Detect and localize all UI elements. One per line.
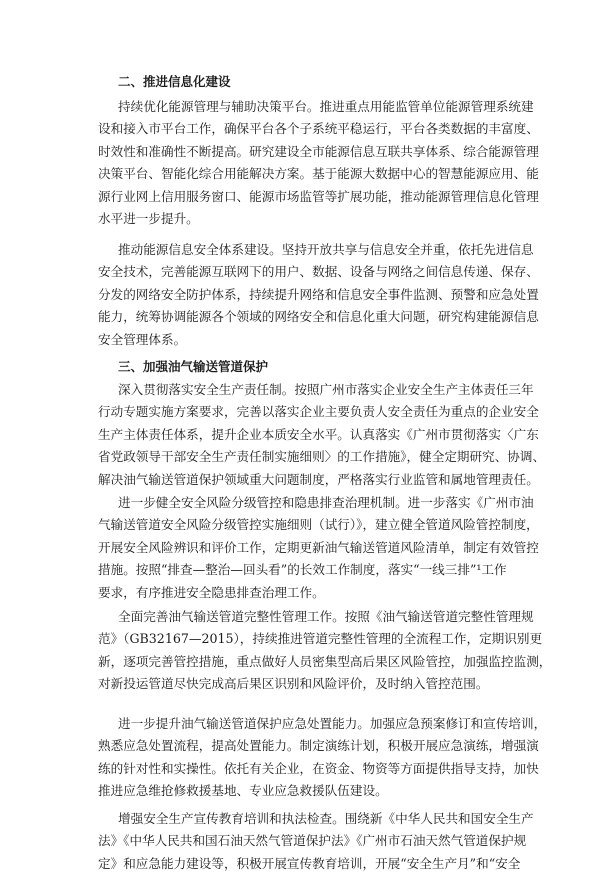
text-line: 分发的网络安全防护体系，持续提升网络和信息安全事件监测、预警和应急处置 xyxy=(98,286,539,302)
text-line: 练的针对性和实操性。依托有关企业，在资金、物资等方面提供指导支持，加快 xyxy=(98,760,539,776)
paragraph-integrity-management xyxy=(98,606,552,696)
paragraph-risk-control xyxy=(98,492,539,604)
text-line: 持续优化能源管理与辅助决策平台。推进重点用能监管单位能源管理系统建 xyxy=(118,99,534,114)
section-heading-pipeline-protection: 三、加强油气输送管道保护 xyxy=(118,359,269,374)
text-line: 新，逐项完善管控措施，重点做好人员密集型高后果区风险管控，加强监控监测， xyxy=(98,653,552,669)
text-line: 措施。按照“排查—整治—回头看”的长效工作制度，落实“一线三排”¹工作 xyxy=(98,562,507,578)
text-line: 源行业网上信用服务窗口、能源市场监管等扩展功能，推动能源管理信息化管理 xyxy=(98,188,539,204)
text-line: 决策平台、智能化综合用能解决方案。基于能源大数据中心的智慧能源应用、能 xyxy=(98,166,539,182)
text-line: 增强安全生产宣传教育培训和执法检查。围绕新《中华人民共和国安全生产 xyxy=(118,811,534,826)
text-line: 省党政领导干部安全生产责任制实施细则〉的工作措施》，健全定期研究、协调、 xyxy=(98,449,546,465)
text-line: 要求，有序推进安全隐患排查治理工作。 xyxy=(98,584,325,600)
text-line: 推动能源信息安全体系建设。坚持开放共享与信息安全并重，依托先进信息 xyxy=(118,242,534,257)
text-line: 范》（GB32167—2015），持续推进管道完整性管理的全流程工作，定期识别更 xyxy=(98,631,543,647)
text-line: 气输送管道安全风险分级管控实施细则（试行）》，建立健全管道风险管控制度， xyxy=(98,517,539,533)
text-line: 推进应急维抢修救援基地、专业应急救援队伍建设。 xyxy=(98,783,388,799)
paragraph-energy-platform xyxy=(98,96,539,230)
text-line: 熟悉应急处置流程，提高处置能力。制定演练计划，积极开展应急演练，增强演 xyxy=(98,738,539,754)
text-line: 进一步提升油气输送管道保护应急处置能力。加强应急预案修订和宣传培训， xyxy=(118,716,547,731)
paragraph-safety-responsibility xyxy=(98,379,546,491)
text-line: 开展安全风险辨识和评价工作，定期更新油气输送管道风险清单，制定有效管控 xyxy=(98,539,539,555)
text-line: 对新投运管道尽快完成高后果区识别和风险评价，及时纳入管控范围。 xyxy=(98,676,489,692)
text-line: 解决油气输送管道保护领域重大问题制度，严格落实行业监管和属地管理责任。 xyxy=(98,471,539,487)
text-line: 水平进一步提升。 xyxy=(98,210,199,226)
paragraph-emergency-response xyxy=(98,713,547,803)
text-line: 定》和应急能力建设等，积极开展宣传教育培训，开展“安全生产月”和“安全 xyxy=(98,855,521,871)
text-line: 设和接入市平台工作，确保平台各个子系统平稳运行，平台各类数据的丰富度、 xyxy=(98,121,539,137)
text-line: 全面完善油气输送管道完整性管理工作。按照《油气输送管道完整性管理规 xyxy=(118,609,534,624)
section-heading-informatization: 二、推进信息化建设 xyxy=(118,74,231,89)
text-line: 行动专题实施方案要求，完善以落实企业主要负责人安全责任为重点的企业安全 xyxy=(98,404,539,420)
text-line: 能力，统筹协调能源各个领域的网络安全和信息化重大问题，研究构建能源信息 xyxy=(98,309,539,325)
text-line: 进一步健全安全风险分级管控和隐患排查治理机制。进一步落实《广州市油 xyxy=(118,495,534,510)
paragraph-training-inspection xyxy=(98,808,534,875)
text-line: 生产主体责任体系，提升企业本质安全水平。认真落实《广州市贯彻落实〈广东 xyxy=(98,426,539,442)
text-line: 法》《中华人民共和国石油天然气管道保护法》《广州市石油天然气管道保护规 xyxy=(98,833,527,849)
text-line: 安全技术，完善能源互联网下的用户、数据、设备与网络之间信息传递、保存、 xyxy=(98,264,539,280)
text-line: 安全管理体系。 xyxy=(98,331,187,347)
text-line: 深入贯彻落实安全生产责任制。按照广州市落实企业安全生产主体责任三年 xyxy=(118,382,534,397)
text-line: 时效性和准确性不断提高。研究建设全市能源信息互联共享体系、综合能源管理 xyxy=(98,143,539,159)
paragraph-information-security xyxy=(98,239,539,351)
